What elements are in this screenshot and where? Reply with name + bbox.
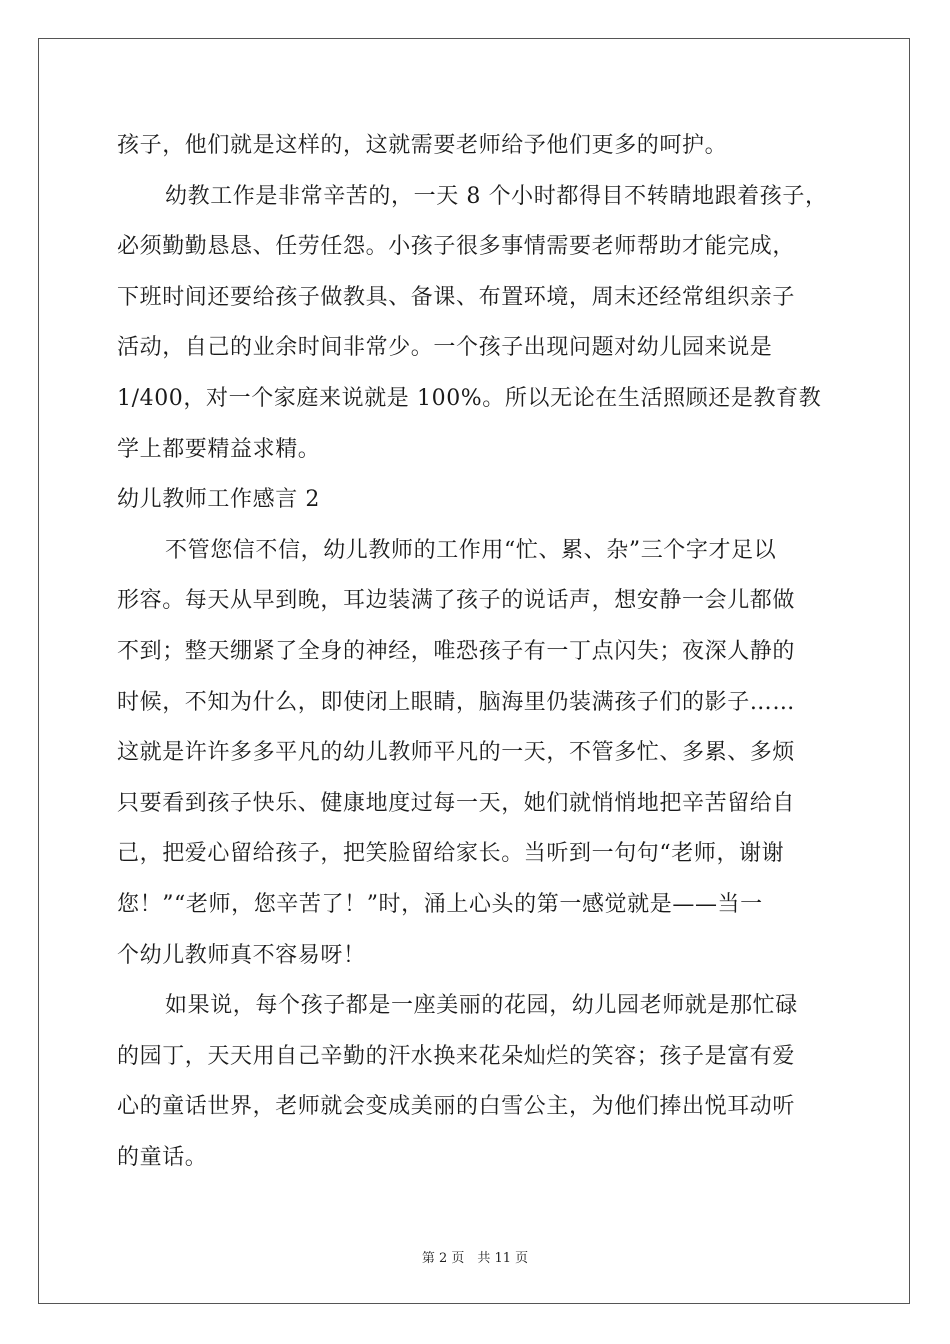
text-line: 孩子，他们就是这样的，这就需要老师给予他们更多的呵护。 <box>117 133 728 158</box>
text-line: 不到；整天绷紧了全身的神经，唯恐孩子有一丁点闪失；夜深人静的 <box>117 638 796 664</box>
text-line: 幼教工作是非常辛苦的，一天 8 个小时都得目不转睛地跟着孩子， <box>165 183 828 209</box>
text-line: 不管您信不信，幼儿教师的工作用“忙、累、杂”三个字才足以 <box>165 537 777 563</box>
text-line: 必须勤勤恳恳、任劳任怨。小孩子很多事情需要老师帮助才能完成， <box>117 234 796 260</box>
text-line: 心的童话世界，老师就会变成美丽的白雪公主，为他们捧出悦耳动听 <box>117 1094 796 1120</box>
text-line: 的童话。 <box>117 1144 208 1170</box>
text-line: 个幼儿教师真不容易呀！ <box>117 942 366 968</box>
page-footer: 第 2 页 共 11 页 <box>421 1251 529 1266</box>
text-line: 学上都要精益求精。 <box>117 436 321 462</box>
text-line: 只要看到孩子快乐、健康地度过每一天，她们就悄悄地把辛苦留给自 <box>117 790 796 816</box>
text-line: 您！”“老师，您辛苦了！”时，涌上心头的第一感觉就是——当一 <box>117 891 763 917</box>
document-body <box>117 121 833 1183</box>
text-line: 形容。每天从早到晚，耳边装满了孩子的说话声，想安静一会儿都做 <box>117 588 796 614</box>
text-line: 如果说，每个孩子都是一座美丽的花园，幼儿园老师就是那忙碌 <box>165 993 798 1019</box>
text-line: 下班时间还要给孩子做教具、备课、布置环境，周末还经常组织亲子 <box>117 284 796 310</box>
text-line: 己，把爱心留给孩子，把笑脸留给家长。当听到一句句“老师，谢谢 <box>117 841 785 867</box>
section-heading: 幼儿教师工作感言 2 <box>117 487 320 513</box>
text-line: 活动，自己的业余时间非常少。一个孩子出现问题对幼儿园来说是 <box>117 335 773 361</box>
text-line: 的园丁，天天用自己辛勤的汗水换来花朵灿烂的笑容；孩子是富有爱 <box>117 1043 796 1069</box>
text-line: 时候，不知为什么，即使闭上眼睛，脑海里仍装满孩子们的影子…… <box>117 689 796 715</box>
text-line: 这就是许许多多平凡的幼儿教师平凡的一天，不管多忙、多累、多烦 <box>117 740 796 766</box>
text-line: 1/400，对一个家庭来说就是 100%。所以无论在生活照顾还是教育教 <box>117 385 822 411</box>
